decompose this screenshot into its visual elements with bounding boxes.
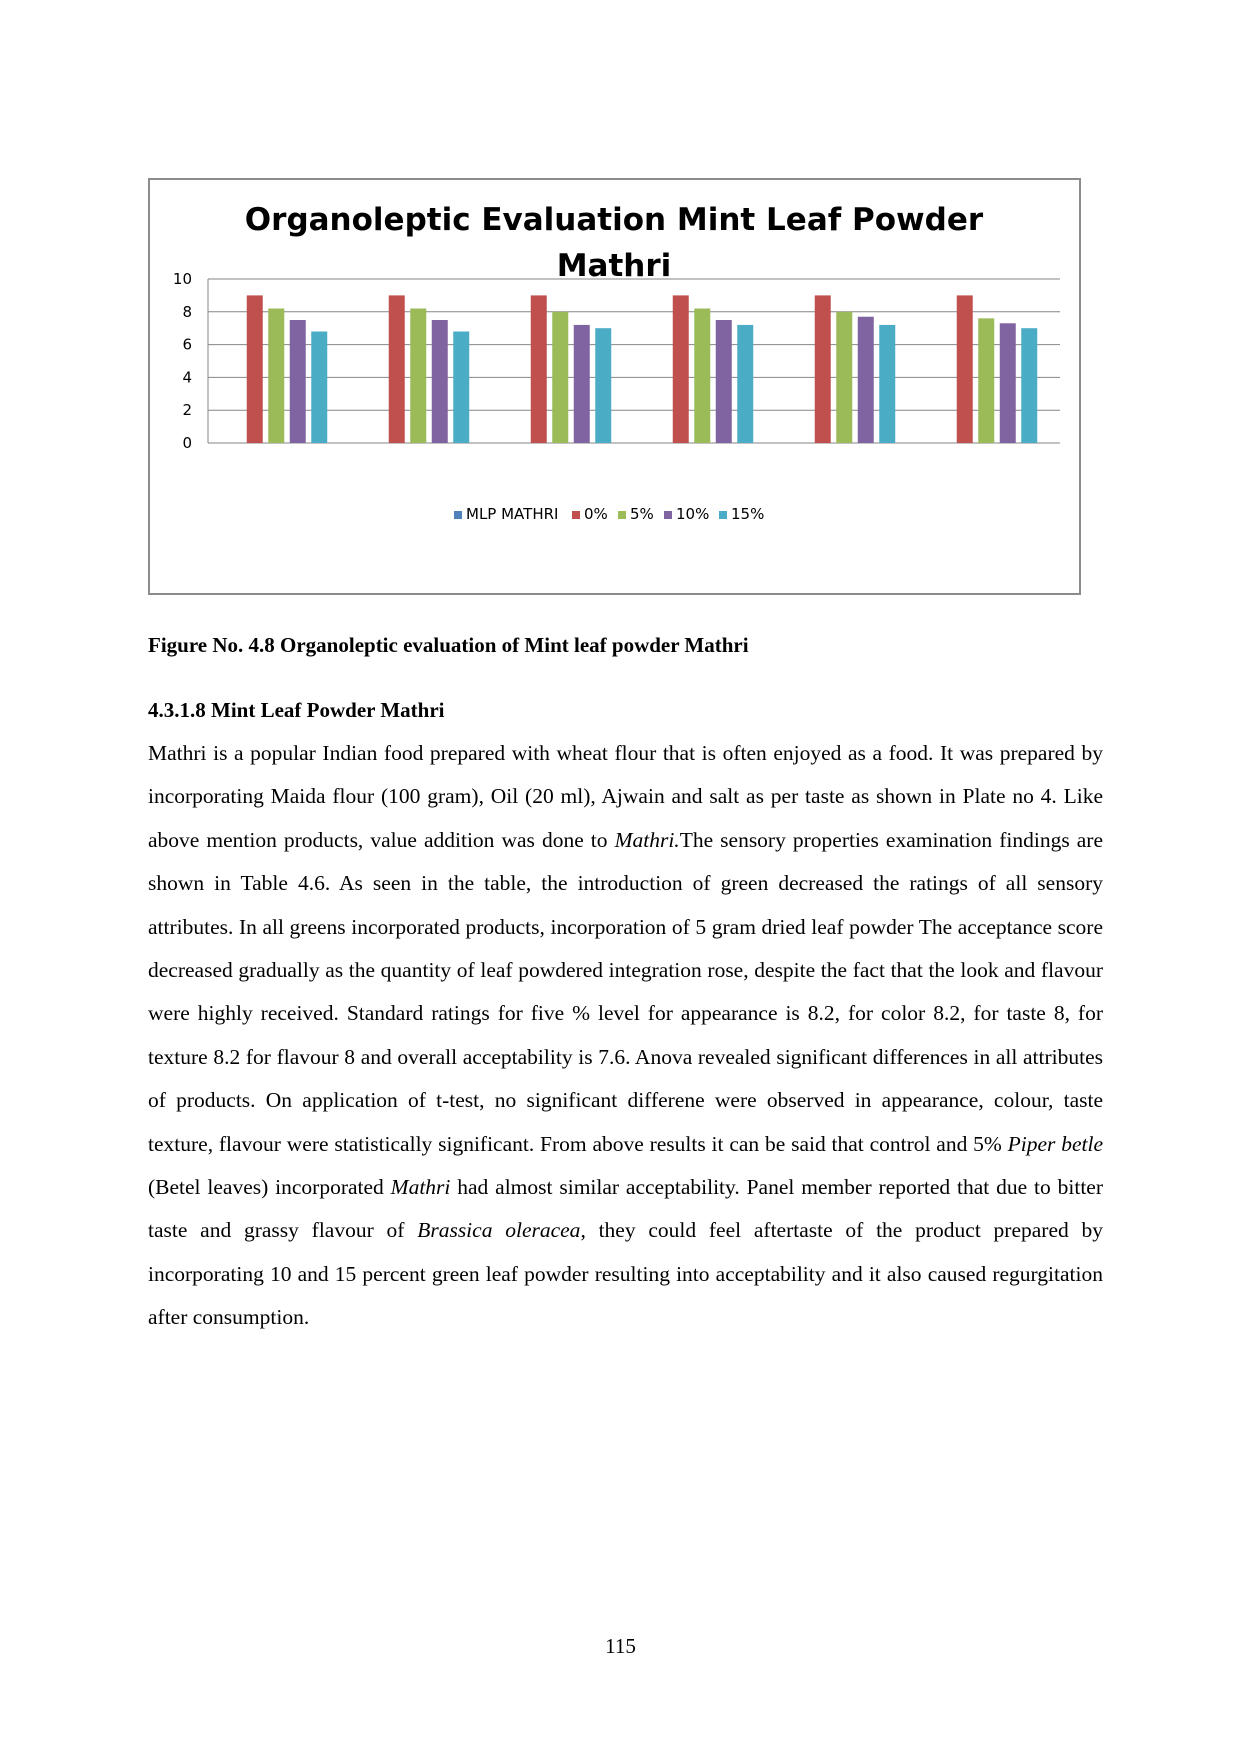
bar-group4-10- xyxy=(716,320,732,443)
bar-group6-5- xyxy=(978,318,994,443)
bar-group6-15- xyxy=(1021,328,1037,443)
bar-group2-10- xyxy=(432,320,448,443)
chart-title-line-1: Organoleptic Evaluation Mint Leaf Powder xyxy=(244,202,984,238)
legend-swatch-mlp-mathri xyxy=(454,511,462,519)
bar-group4-0- xyxy=(673,295,689,443)
page-number: 115 xyxy=(605,1634,636,1658)
bars xyxy=(247,295,1038,443)
legend-swatch-0- xyxy=(572,511,580,519)
para-italic-piper-betle: Piper betle xyxy=(1007,1131,1103,1156)
para-italic-mathri: Mathri. xyxy=(614,827,680,852)
y-axis-ticks xyxy=(173,270,192,452)
bar-group5-5- xyxy=(836,312,852,443)
legend-swatch-5- xyxy=(618,511,626,519)
section-heading: 4.3.1.8 Mint Leaf Powder Mathri xyxy=(148,698,445,722)
bar-group5-0- xyxy=(815,295,831,443)
bar-group2-5- xyxy=(410,309,426,443)
bar-group2-15- xyxy=(453,331,469,443)
chart-title-line-2: Mathri xyxy=(556,248,672,284)
legend-swatch-15- xyxy=(719,511,727,519)
para-text-2: The sensory properties examination findings are shown in Table 4.6. As seen in the table, the introduction of green decreased the ratings of all sensory attributes. In all greens incorporated products, incorporation of 5 gram dried leaf powder The acceptance score decreased gradually as the quantity of leaf powdered integration rose, despite the fact that the look and flavour were highly received. Standard ratings for five % level for appearance is 8.2, for color 8.2, for taste 8, for texture 8.2 for flavour 8 and overall acceptability is 7.6. Anova revealed significant differences in all attributes of products. On application of t-test, no significant differene were observed in appearance, colour, taste texture, flavour were statistically significant. From above results it can be said that control and 5% xyxy=(148,827,1103,1156)
y-tick-label-8: 8 xyxy=(182,302,192,321)
legend-label-5-: 5% xyxy=(630,505,654,523)
para-text-4: had almost similar acceptability. Panel member reported that due to bitter taste and grassy flavour of xyxy=(148,1175,1104,1243)
legend-label-10-: 10% xyxy=(676,505,710,523)
para-italic-brassica: Brassica oleracea xyxy=(417,1218,581,1243)
figure-caption: Figure No. 4.8 Organoleptic evaluation of Mint leaf powder Mathri xyxy=(148,633,749,657)
y-tick-label-10: 10 xyxy=(172,270,192,288)
legend-label-0-: 0% xyxy=(584,505,608,523)
bar-group6-0- xyxy=(957,295,973,443)
bar-group3-10- xyxy=(574,325,590,443)
bar-group2-0- xyxy=(389,295,405,443)
y-tick-label-6: 6 xyxy=(182,335,192,354)
bar-group5-10- xyxy=(858,317,874,443)
para-italic-mathri-2: Mathri xyxy=(390,1175,451,1200)
bar-group4-15- xyxy=(737,325,753,443)
legend-label-mlp-mathri: MLP MATHRI xyxy=(466,505,559,523)
legend-swatch-10- xyxy=(664,511,672,519)
para-text-1: Mathri is a popular Indian food prepared with wheat flour that is often enjoyed as a food. It was prepared by incorporating Maida flour (100 gram), Oil (20 ml), Ajwain and salt as per taste as shown in Plate no 4. Like above mention products, value addition was done to xyxy=(148,741,1103,852)
para-text-3: (Betel leaves) incorporated xyxy=(148,1175,391,1200)
bar-group4-5- xyxy=(694,309,710,443)
bar-group1-5- xyxy=(268,309,284,443)
body-paragraph xyxy=(148,732,1103,1340)
chart-container xyxy=(148,178,1081,595)
bar-group3-15- xyxy=(595,328,611,443)
bar-chart xyxy=(150,180,1079,593)
bar-group1-10- xyxy=(290,320,306,443)
bar-group1-15- xyxy=(311,331,327,443)
legend xyxy=(454,505,764,523)
legend-label-15-: 15% xyxy=(731,505,765,523)
para-text-5: , they could feel aftertaste of the product prepared by incorporating 10 and 15 percent green leaf powder resulting into acceptability and it also caused regurgitation after consumption. xyxy=(148,1218,1104,1330)
bar-group6-10- xyxy=(1000,323,1016,443)
bar-group3-5- xyxy=(552,312,568,443)
gridlines xyxy=(208,279,1060,443)
y-tick-label-2: 2 xyxy=(182,401,192,420)
y-tick-label-0: 0 xyxy=(182,434,192,452)
bar-group3-0- xyxy=(531,295,547,443)
y-tick-label-4: 4 xyxy=(182,368,192,387)
bar-group5-15- xyxy=(879,325,895,443)
bar-group1-0- xyxy=(247,295,263,443)
